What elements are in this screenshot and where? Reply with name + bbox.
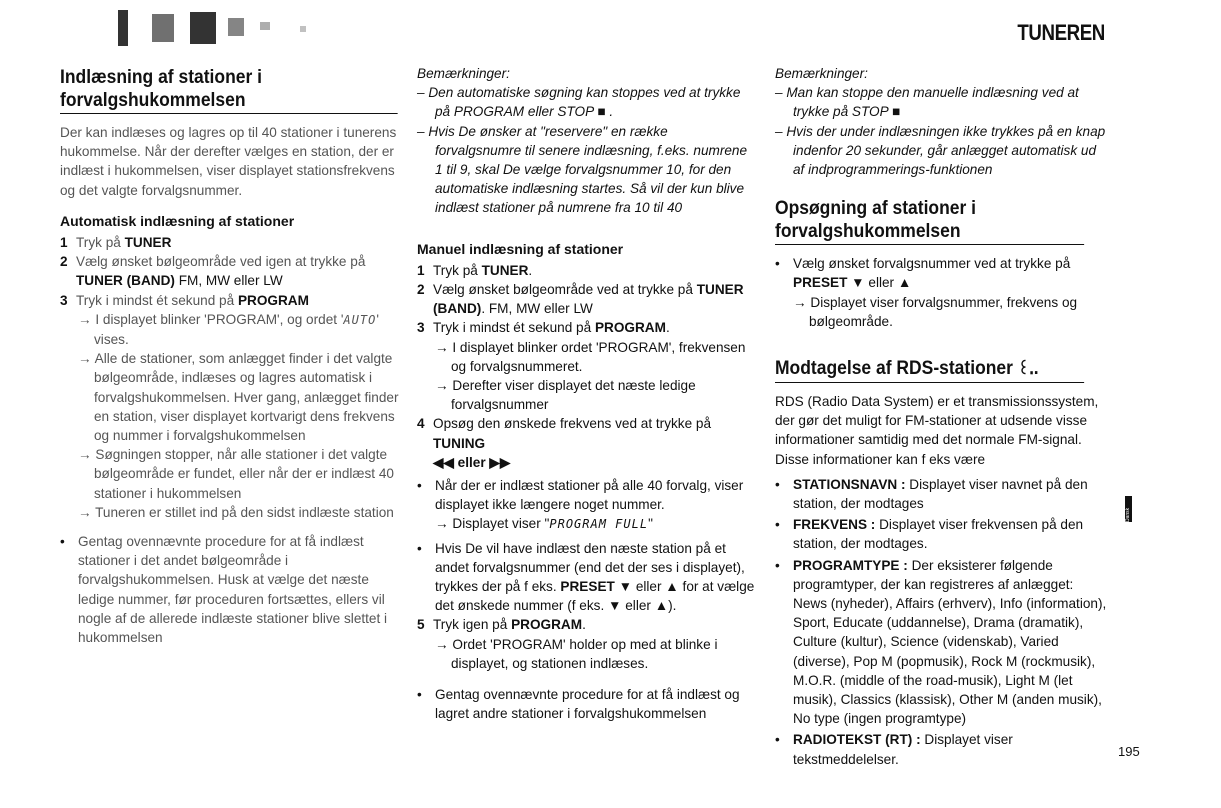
arrow-item: → Tuneren er stillet ind på den sidst indlæste station <box>78 504 394 520</box>
section-heading: Modtagelse af RDS-stationer ꒰ꓸ. <box>775 357 1084 383</box>
note-item: – Hvis der under indlæsningen ikke trykkes på en knap indenfor 20 sekunder, går anlægget automatisk ud af indprogrammerings-funktionen <box>775 123 1106 178</box>
arrow-item: → Ordet 'PROGRAM' holder op med at blinke i displayet, og stationen indlæses. <box>435 636 718 671</box>
bullet-item: • Vælg ønsket forvalgsnummer ved at trykke på PRESET ▼ eller ▲ <box>775 256 1071 291</box>
arrow-item: → Displayet viser forvalgsnummer, frekvens og bølgeområde. <box>793 294 1078 329</box>
step-3: 3 Tryk i mindst ét sekund på PROGRAM. <box>417 320 670 336</box>
bullet-item: • Gentag ovennævnte procedure for at få indlæst stationer i det andet bølgeområde i forvalgshukommelsen. Husk at vælge det næste ledige nummer, før proceduren fortsættes, ellers vil nogle af de allerede indlæste stationer blive slettet i hukommelsen <box>60 534 388 646</box>
sub-heading: Manuel indlæsning af stationer <box>417 240 624 257</box>
rds-icon: ꒰ꓸ <box>1017 361 1034 379</box>
column-left <box>60 64 400 647</box>
column-middle <box>417 64 757 724</box>
side-tab: Dansk <box>1125 496 1132 522</box>
step-2: 2 Vælg ønsket bølgeområde ved at trykke på TUNER (BAND). FM, MW eller LW <box>417 282 744 317</box>
rds-item: • FREKVENS : Displayet viser frekvensen på den station, der modtages. <box>775 517 1084 552</box>
arrow-item: → I displayet blinker ordet 'PROGRAM', frekvensen og forvalgsnummeret. <box>435 339 746 374</box>
notes-title: Bemærkninger: <box>417 66 510 81</box>
bullet-item: • Hvis De vil have indlæst den næste station på et andet forvalgsnummer (end det der ses i displayet), trykkes der på f eks. PRESET ▼ eller ▲ for at vælge det ønskede nummer (f eks. ▼ eller ▲). <box>417 540 755 614</box>
rds-item: • PROGRAMTYPE : Der eksisterer følgende programtyper, der kan registreres af anlægget: News (nyheder), Affairs (erhverv), Info (information), Sport, Educate (uddannelse), Drama (dramatik), Culture (kultur), Science (videnskab), Varied (diverse), Pop M (popmusik), Rock M (rockmusik), M.O.R. (middle of the road-musik), Light M (let musik), Classics (klassisk), Other M (anden musik), No type (ingen programtype) <box>775 557 1107 727</box>
rds-intro: RDS (Radio Data System) er et transmissionssystem, der gør det muligt for FM-stationer at udsende visse informationer samtidig med det normale FM-signal. Disse informationer kan f eks være <box>775 394 1099 467</box>
rds-item: • RADIOTEKST (RT) : Displayet viser tekstmeddelelser. <box>775 732 1013 767</box>
arrow-item: → I displayet blinker 'PROGRAM', og ordet 'AUTO' vises. <box>78 311 379 348</box>
arrow-item: → Søgningen stopper, når alle stationer i det valgte bølgeområde er fundet, eller når der er indlæst 40 stationer i hukommelsen <box>78 447 394 501</box>
intro-paragraph: Der kan indlæses og lagres op til 40 stationer i tunerens hukommelse. Når der derefter vælges en station, der er indlæst i hukommelsen, viser displayet stationsfrekvens og det valgte forvalgsnummer. <box>60 125 397 198</box>
bullet-item: • Gentag ovennævnte procedure for at få indlæst og lagret andre stationer i forvalgshukommelsen <box>417 687 740 722</box>
step-1: 1 Tryk på TUNER <box>60 235 172 251</box>
arrow-item: → Alle de stationer, som anlægget finder i det valgte bølgeområde, indlæses og lagres automatisk i forvalgshukommelsen. Hver gang, anlægget finder en station, viser displayet kortvarigt dens frekvens og nummer i forvalgshukommelsen <box>78 351 399 444</box>
sub-heading: Automatisk indlæsning af stationer <box>60 212 295 229</box>
step-4: 4 Opsøg den ønskede frekvens ved at trykke på TUNING ◀◀ eller ▶▶ <box>417 416 712 470</box>
page-title: TUNEREN <box>1017 20 1105 45</box>
note-item: – Man kan stoppe den manuelle indlæsning ved at trykke på STOP ■ <box>775 85 1079 120</box>
note-item: – Hvis De ønsker at "reservere" en række forvalgsnumre til senere indlæsning, f.eks. numrene 1 til 9, skal De vælge forvalgsnummer 10, for den automatiske indlæsning startes. Så vil der kun blive indlæst stationer på numrene fra 10 til 40 <box>417 123 748 216</box>
step-2: 2 Vælg ønsket bølgeområde ved igen at trykke på TUNER (BAND) FM, MW eller LW <box>60 254 366 289</box>
step-5: 5 Tryk igen på PROGRAM. <box>417 617 586 633</box>
arrow-item: → Derefter viser displayet det næste ledige forvalgsnummer <box>435 378 696 413</box>
step-3: 3 Tryk i mindst ét sekund på PROGRAM <box>60 292 309 308</box>
section-heading: Indlæsning af stationer i forvalgshukommelsen <box>60 66 398 114</box>
column-right <box>775 64 1111 769</box>
page-number: 195 <box>1118 744 1140 759</box>
notes-title: Bemærkninger: <box>775 66 868 81</box>
bullet-item: • Når der er indlæst stationer på alle 40 forvalg, viser displayet ikke længere noget nummer. → Displayet viser "PROGRAM FULL" <box>417 478 744 532</box>
section-heading: Opsøgning af stationer i forvalgshukommelsen <box>775 197 1084 245</box>
rds-list <box>775 475 1111 769</box>
step-1: 1 Tryk på TUNER. <box>417 262 533 278</box>
note-item: – Den automatiske søgning kan stoppes ved at trykke på PROGRAM eller STOP ■ . <box>417 85 741 120</box>
header-logo-smudge <box>110 8 410 50</box>
rds-item: • STATIONSNAVN : Displayet viser navnet på den station, der modtages <box>775 476 1088 512</box>
